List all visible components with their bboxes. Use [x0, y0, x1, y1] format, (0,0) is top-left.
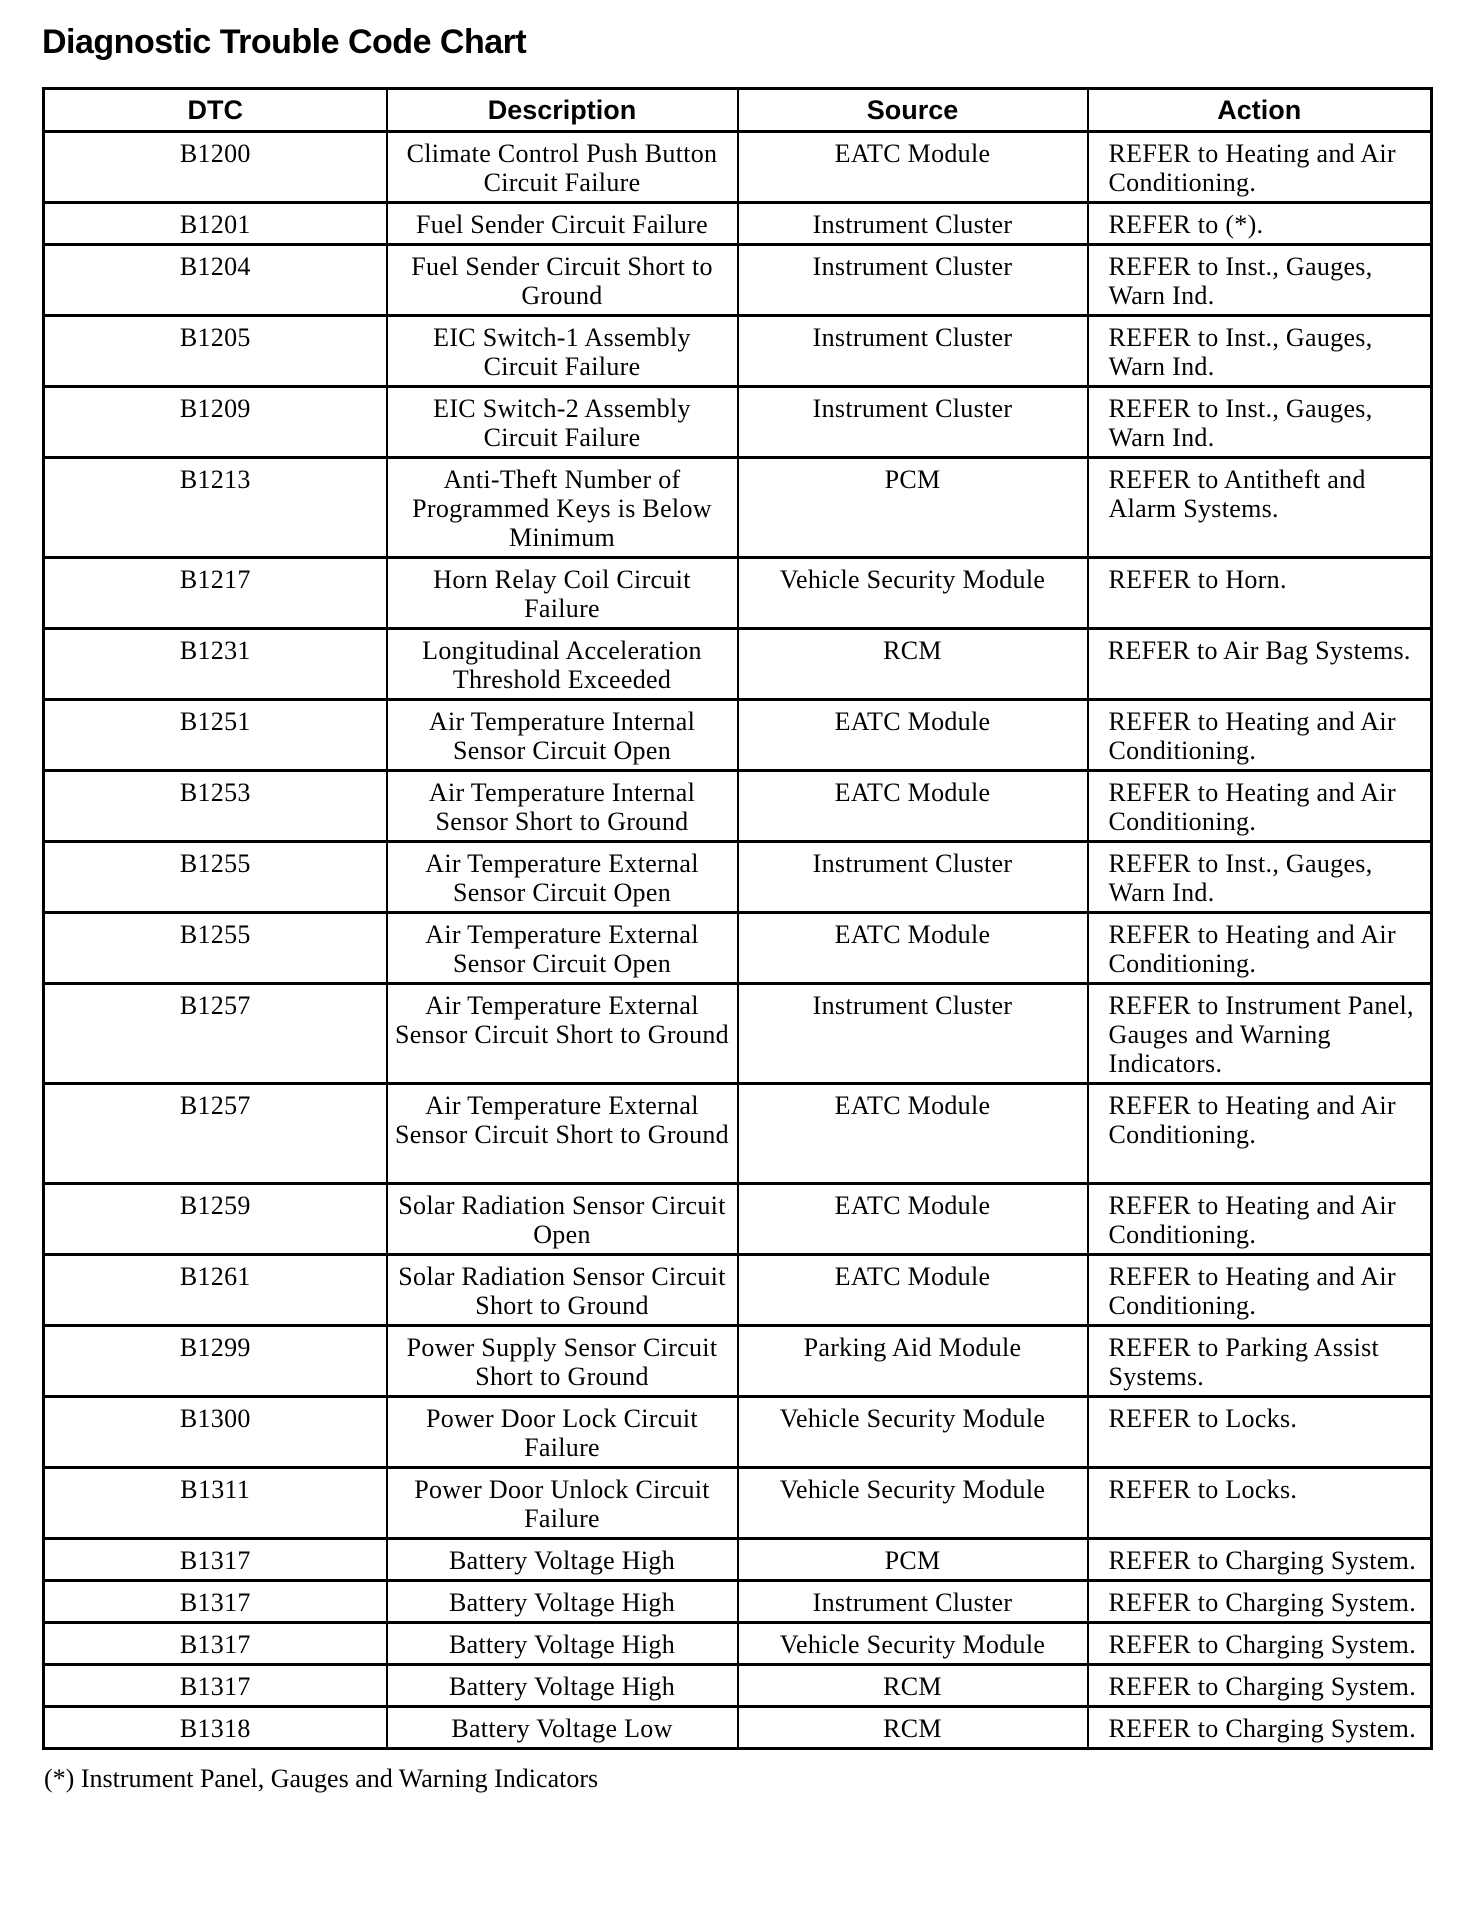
description-cell: Air Temperature Internal Sensor Circuit Open [387, 700, 738, 771]
description-cell: Solar Radiation Sensor Circuit Open [387, 1184, 738, 1255]
source-cell: EATC Module [738, 1255, 1088, 1326]
action-cell: REFER to Inst., Gauges, Warn Ind. [1088, 842, 1432, 913]
action-cell: REFER to Parking Assist Systems. [1088, 1326, 1432, 1397]
table-row [44, 387, 1432, 458]
source-cell: EATC Module [738, 700, 1088, 771]
action-cell: REFER to Locks. [1088, 1468, 1432, 1539]
description-cell: Horn Relay Coil Circuit Failure [387, 558, 738, 629]
source-cell: EATC Module [738, 913, 1088, 984]
description-cell: Power Supply Sensor Circuit Short to Ground [387, 1326, 738, 1397]
description-cell: EIC Switch-2 Assembly Circuit Failure [387, 387, 738, 458]
table-header-row [44, 89, 1432, 132]
action-cell: REFER to Charging System. [1088, 1707, 1432, 1749]
action-cell: REFER to Air Bag Systems. [1088, 629, 1432, 700]
source-cell: Parking Aid Module [738, 1326, 1088, 1397]
dtc-cell: B1255 [44, 913, 387, 984]
source-cell: RCM [738, 1665, 1088, 1707]
table-row [44, 842, 1432, 913]
source-cell: Vehicle Security Module [738, 558, 1088, 629]
source-cell: Instrument Cluster [738, 316, 1088, 387]
description-cell: Fuel Sender Circuit Short to Ground [387, 245, 738, 316]
action-cell: REFER to Heating and Air Conditioning. [1088, 771, 1432, 842]
dtc-cell: B1213 [44, 458, 387, 558]
footnote: (*) Instrument Panel, Gauges and Warning Indicators [44, 1764, 599, 1793]
action-cell: REFER to Inst., Gauges, Warn Ind. [1088, 245, 1432, 316]
dtc-cell: B1209 [44, 387, 387, 458]
description-cell: EIC Switch-1 Assembly Circuit Failure [387, 316, 738, 387]
source-cell: Instrument Cluster [738, 203, 1088, 245]
description-cell: Anti-Theft Number of Programmed Keys is Below Minimum [387, 458, 738, 558]
action-cell: REFER to Charging System. [1088, 1539, 1432, 1581]
source-cell: EATC Module [738, 1184, 1088, 1255]
source-cell: RCM [738, 1707, 1088, 1749]
dtc-cell: B1311 [44, 1468, 387, 1539]
description-cell: Air Temperature External Sensor Circuit Open [387, 913, 738, 984]
action-cell: REFER to Locks. [1088, 1397, 1432, 1468]
description-cell: Longitudinal Acceleration Threshold Exceeded [387, 629, 738, 700]
table-row [44, 1665, 1432, 1707]
action-cell: REFER to Heating and Air Conditioning. [1088, 1255, 1432, 1326]
table-row [44, 203, 1432, 245]
action-cell: REFER to Heating and Air Conditioning. [1088, 913, 1432, 984]
table-row [44, 1084, 1432, 1184]
description-cell: Climate Control Push Button Circuit Failure [387, 132, 738, 203]
table-row [44, 1255, 1432, 1326]
action-cell: REFER to Charging System. [1088, 1623, 1432, 1665]
description-cell: Air Temperature External Sensor Circuit Open [387, 842, 738, 913]
dtc-cell: B1261 [44, 1255, 387, 1326]
table-row [44, 700, 1432, 771]
description-cell: Battery Voltage High [387, 1539, 738, 1581]
dtc-cell: B1318 [44, 1707, 387, 1749]
dtc-cell: B1231 [44, 629, 387, 700]
table-row [44, 1397, 1432, 1468]
header-description: Description [387, 89, 738, 132]
dtc-cell: B1217 [44, 558, 387, 629]
action-cell: REFER to (*). [1088, 203, 1432, 245]
description-cell: Solar Radiation Sensor Circuit Short to Ground [387, 1255, 738, 1326]
dtc-cell: B1317 [44, 1581, 387, 1623]
dtc-cell: B1317 [44, 1665, 387, 1707]
header-dtc: DTC [44, 89, 387, 132]
dtc-cell: B1317 [44, 1539, 387, 1581]
dtc-cell: B1251 [44, 700, 387, 771]
description-cell: Battery Voltage High [387, 1665, 738, 1707]
page-title: Diagnostic Trouble Code Chart [42, 23, 527, 61]
source-cell: Instrument Cluster [738, 387, 1088, 458]
source-cell: Instrument Cluster [738, 842, 1088, 913]
dtc-cell: B1253 [44, 771, 387, 842]
table-row [44, 458, 1432, 558]
source-cell: EATC Module [738, 132, 1088, 203]
header-source: Source [738, 89, 1088, 132]
dtc-cell: B1300 [44, 1397, 387, 1468]
action-cell: REFER to Inst., Gauges, Warn Ind. [1088, 387, 1432, 458]
dtc-cell: B1201 [44, 203, 387, 245]
dtc-cell: B1200 [44, 132, 387, 203]
dtc-cell: B1259 [44, 1184, 387, 1255]
source-cell: Vehicle Security Module [738, 1397, 1088, 1468]
dtc-cell: B1299 [44, 1326, 387, 1397]
table-row [44, 984, 1432, 1084]
source-cell: Vehicle Security Module [738, 1623, 1088, 1665]
table-row [44, 558, 1432, 629]
table-row [44, 913, 1432, 984]
description-cell: Battery Voltage High [387, 1581, 738, 1623]
action-cell: REFER to Antitheft and Alarm Systems. [1088, 458, 1432, 558]
action-cell: REFER to Horn. [1088, 558, 1432, 629]
dtc-table [42, 87, 1433, 1750]
description-cell: Air Temperature External Sensor Circuit Short to Ground [387, 1084, 738, 1184]
action-cell: REFER to Heating and Air Conditioning. [1088, 1084, 1432, 1184]
dtc-cell: B1257 [44, 984, 387, 1084]
table-row [44, 771, 1432, 842]
action-cell: REFER to Heating and Air Conditioning. [1088, 132, 1432, 203]
action-cell: REFER to Heating and Air Conditioning. [1088, 700, 1432, 771]
source-cell: EATC Module [738, 1084, 1088, 1184]
table-row [44, 1581, 1432, 1623]
table-row [44, 1468, 1432, 1539]
action-cell: REFER to Charging System. [1088, 1665, 1432, 1707]
description-cell: Air Temperature External Sensor Circuit Short to Ground [387, 984, 738, 1084]
action-cell: REFER to Instrument Panel, Gauges and Warning Indicators. [1088, 984, 1432, 1084]
description-cell: Air Temperature Internal Sensor Short to Ground [387, 771, 738, 842]
dtc-cell: B1257 [44, 1084, 387, 1184]
table-row [44, 316, 1432, 387]
description-cell: Power Door Lock Circuit Failure [387, 1397, 738, 1468]
dtc-cell: B1205 [44, 316, 387, 387]
table-row [44, 245, 1432, 316]
action-cell: REFER to Inst., Gauges, Warn Ind. [1088, 316, 1432, 387]
table-row [44, 1184, 1432, 1255]
description-cell: Battery Voltage Low [387, 1707, 738, 1749]
source-cell: Vehicle Security Module [738, 1468, 1088, 1539]
table-row [44, 1539, 1432, 1581]
source-cell: Instrument Cluster [738, 1581, 1088, 1623]
table-row [44, 1707, 1432, 1749]
source-cell: EATC Module [738, 771, 1088, 842]
header-action: Action [1088, 89, 1432, 132]
dtc-cell: B1317 [44, 1623, 387, 1665]
table-row [44, 132, 1432, 203]
description-cell: Power Door Unlock Circuit Failure [387, 1468, 738, 1539]
action-cell: REFER to Heating and Air Conditioning. [1088, 1184, 1432, 1255]
dtc-cell: B1255 [44, 842, 387, 913]
source-cell: RCM [738, 629, 1088, 700]
dtc-cell: B1204 [44, 245, 387, 316]
description-cell: Fuel Sender Circuit Failure [387, 203, 738, 245]
source-cell: Instrument Cluster [738, 245, 1088, 316]
source-cell: PCM [738, 1539, 1088, 1581]
action-cell: REFER to Charging System. [1088, 1581, 1432, 1623]
table-row [44, 629, 1432, 700]
source-cell: PCM [738, 458, 1088, 558]
table-row [44, 1326, 1432, 1397]
description-cell: Battery Voltage High [387, 1623, 738, 1665]
source-cell: Instrument Cluster [738, 984, 1088, 1084]
table-row [44, 1623, 1432, 1665]
